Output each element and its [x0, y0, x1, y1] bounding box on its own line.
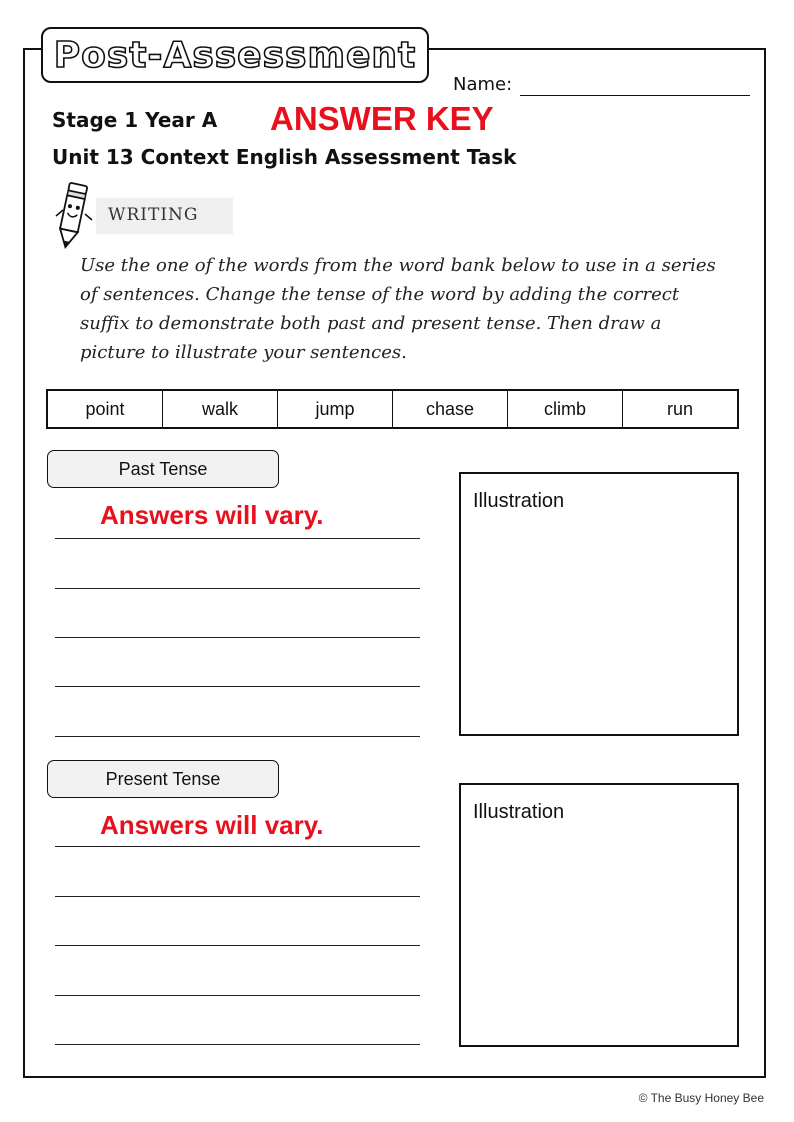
- section-label: WRITING: [108, 205, 199, 225]
- word-bank-item: run: [666, 398, 693, 419]
- writing-line[interactable]: [55, 846, 420, 847]
- word-bank-item: point: [48, 391, 163, 427]
- past-tense-label: Past Tense: [47, 450, 279, 488]
- instructions: Use the one of the words from the word bank below to use in a series of sentences. Change the tense of the word by adding the correct suffix to demonstrate both past and present tense. Then draw a picture to illustrate your sentences.: [80, 255, 716, 363]
- writing-line[interactable]: [55, 588, 420, 589]
- illustration-label: Illustration: [473, 801, 565, 823]
- writing-line[interactable]: [55, 538, 420, 539]
- past-illustration-box[interactable]: [459, 472, 739, 736]
- word-bank-item: walk: [163, 391, 278, 427]
- name-field[interactable]: [520, 95, 750, 96]
- writing-line[interactable]: [55, 1044, 420, 1045]
- word-bank-item: jump: [278, 391, 393, 427]
- page-title: Post-Assessment: [53, 34, 417, 76]
- present-illustration-box[interactable]: [459, 783, 739, 1047]
- writing-line[interactable]: [55, 995, 420, 996]
- writing-line[interactable]: [55, 637, 420, 638]
- writing-line[interactable]: [55, 945, 420, 946]
- present-answer: Answers will vary.: [100, 810, 324, 840]
- pencil-icon: [52, 180, 94, 252]
- writing-line[interactable]: [55, 736, 420, 737]
- title-banner: [41, 27, 429, 83]
- present-tense-label: Present Tense: [47, 760, 279, 798]
- word-bank: [46, 389, 739, 429]
- answer-key-heading: ANSWER KEY: [270, 100, 494, 137]
- word-bank-item: chase: [393, 391, 508, 427]
- copyright: © The Busy Honey Bee: [638, 1091, 764, 1105]
- writing-line[interactable]: [55, 896, 420, 897]
- illustration-label: Illustration: [473, 490, 565, 512]
- writing-line[interactable]: [55, 686, 420, 687]
- unit-heading: Unit 13 Context English Assessment Task: [52, 145, 517, 169]
- name-label: Name:: [453, 74, 513, 95]
- stage-heading: Stage 1 Year A: [52, 108, 218, 132]
- word-bank-item: climb: [508, 391, 623, 427]
- past-answer: Answers will vary.: [100, 500, 324, 530]
